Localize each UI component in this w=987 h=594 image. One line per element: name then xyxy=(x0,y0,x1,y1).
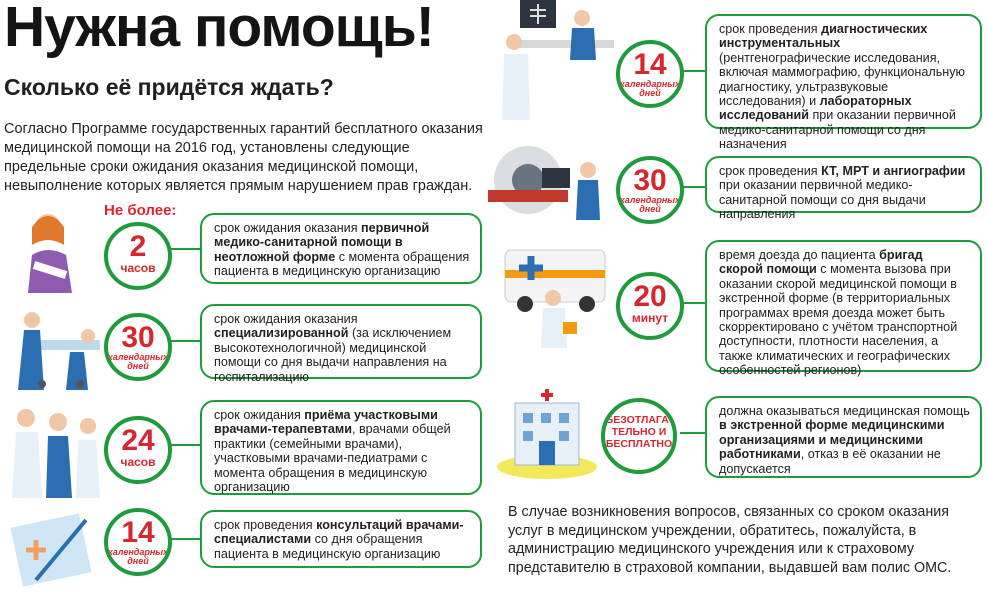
text-bold: приёма участковыми врачами-терапевтами xyxy=(214,408,438,437)
text: срок проведения xyxy=(719,22,822,36)
text-bold: консультаций врачами-специалистами xyxy=(214,518,464,547)
text: должна оказываться медицинская помощь xyxy=(719,404,970,418)
badge-number: 24 xyxy=(121,424,155,457)
text: , врачами общей практики (семейными врачами), участковыми врачами-педиатрами с момента обращения в медицинскую организацию xyxy=(214,422,451,495)
badge-number: 14 xyxy=(633,48,667,81)
badge-number: 30 xyxy=(633,164,667,197)
doctors-illustration xyxy=(6,400,102,500)
text: срок ожидания оказания xyxy=(214,221,362,235)
text-bold: в экстренной форме медицинскими организациями и медицинскими работниками xyxy=(719,418,945,462)
info-box-specialized-care xyxy=(200,304,482,384)
badge-number: 30 xyxy=(121,321,155,354)
badge-unit: календарных дней xyxy=(108,352,168,371)
text-bold: специализированной xyxy=(214,326,349,341)
badge-30-days-ct-mri xyxy=(616,156,684,224)
info-box-ambulance-arrival xyxy=(705,240,982,378)
badge-unit: часов xyxy=(120,261,156,275)
ambulance-illustration xyxy=(495,240,615,350)
badge-30-days xyxy=(104,313,172,381)
text: со дня обращения пациента в медицинскую организацию xyxy=(214,532,441,561)
info-box-district-doctors xyxy=(200,400,482,495)
text: срок ожидания оказания xyxy=(214,312,358,326)
badge-text: БЕЗОТЛАГА-ТЕЛЬНО И БЕСПЛАТНО xyxy=(605,414,673,450)
text-bold: бригад скорой помощи xyxy=(719,248,923,277)
xray-doctor-illustration xyxy=(498,0,616,135)
badge-14-days xyxy=(104,508,172,576)
badge-number: 2 xyxy=(129,230,147,263)
info-box-specialist-consultations xyxy=(200,510,482,568)
text: при оказании первичной медико-санитарной помощи со дня назначения xyxy=(719,108,956,152)
page-subtitle: Сколько её придётся ждать? xyxy=(4,74,334,100)
info-box-emergency-primary-care xyxy=(200,213,482,284)
text: при оказании первичной медико-санитарной помощи со дня выдачи направления xyxy=(719,178,926,222)
text: с момента обращения пациента в медицинскую организацию xyxy=(214,249,470,279)
badge-number: 20 xyxy=(633,280,667,313)
badge-unit: календарных дней xyxy=(620,79,680,98)
text: срок ожидания xyxy=(214,408,305,422)
patient-gurney-illustration xyxy=(10,300,110,395)
badge-14-days-diagnostics xyxy=(616,40,684,108)
hospital-building-illustration xyxy=(495,385,600,480)
badge-unit: минут xyxy=(631,311,669,325)
text: время доезда до пациента xyxy=(719,248,880,262)
medical-form-illustration xyxy=(6,510,102,590)
text: срок проведения xyxy=(214,518,317,532)
intro-paragraph: Согласно Программе государственных гарантий бесплатного оказания медицинской помощи на 2016 год, установлены следующие предельные сроки ожидания оказания медицинской помощи, невыполнение которых является прямым нарушением прав граждан. xyxy=(4,121,483,194)
info-box-ct-mri-angiography xyxy=(705,156,982,222)
badge-unit: часов xyxy=(120,455,156,469)
badge-20-minutes xyxy=(616,272,684,340)
text: (за исключением высокотехнологичной) медицинской помощи со дня выдачи направления на госпитализацию xyxy=(214,326,452,384)
badge-24-hours xyxy=(104,416,172,484)
mri-scanner-illustration xyxy=(488,140,613,235)
text: с момента вызова при оказании скорой медицинской помощи в экстренной форме (в территориальных программах время доезда может быть скорректировано с учётом транспортной доступности, плотности населения, а также климатических и географических особенностей регионов) xyxy=(719,262,958,378)
not-more-label: Не более: xyxy=(104,202,177,219)
text: (рентгенографические исследования, включая маммографию, функциональную диагностику, ультразвуковые исследования) и xyxy=(719,50,965,109)
info-box-diagnostics-labs xyxy=(705,14,982,152)
text: , отказ в её оказании не допускается xyxy=(719,447,941,476)
text-bold: КТ, МРТ и ангиографии xyxy=(821,164,966,178)
badge-2-hours xyxy=(104,222,172,290)
info-box-emergency-care xyxy=(705,396,982,478)
text-bold: диагностических инструментальных xyxy=(719,22,928,51)
text-bold: первичной медико-санитарной помощи в неотложной форме xyxy=(214,221,430,264)
woman-sling-illustration xyxy=(10,205,90,295)
badge-unit: календарных дней xyxy=(620,195,680,214)
badge-unit: календарных дней xyxy=(108,547,168,566)
text: срок проведения xyxy=(719,164,822,178)
badge-number: 14 xyxy=(121,516,155,549)
badge-immediately-free xyxy=(601,398,677,474)
page-title: Нужна помощь! xyxy=(4,0,434,59)
footer-note: В случае возникновения вопросов, связанных со сроком оказания услуг в медицинском учреждении, обратитесь, пожалуйста, в администрацию медицинского учреждения или к страховому представителю в страховой компании, выдавшей вам полис ОМС. xyxy=(508,504,952,576)
text-bold: лабораторных исследований xyxy=(719,94,912,123)
